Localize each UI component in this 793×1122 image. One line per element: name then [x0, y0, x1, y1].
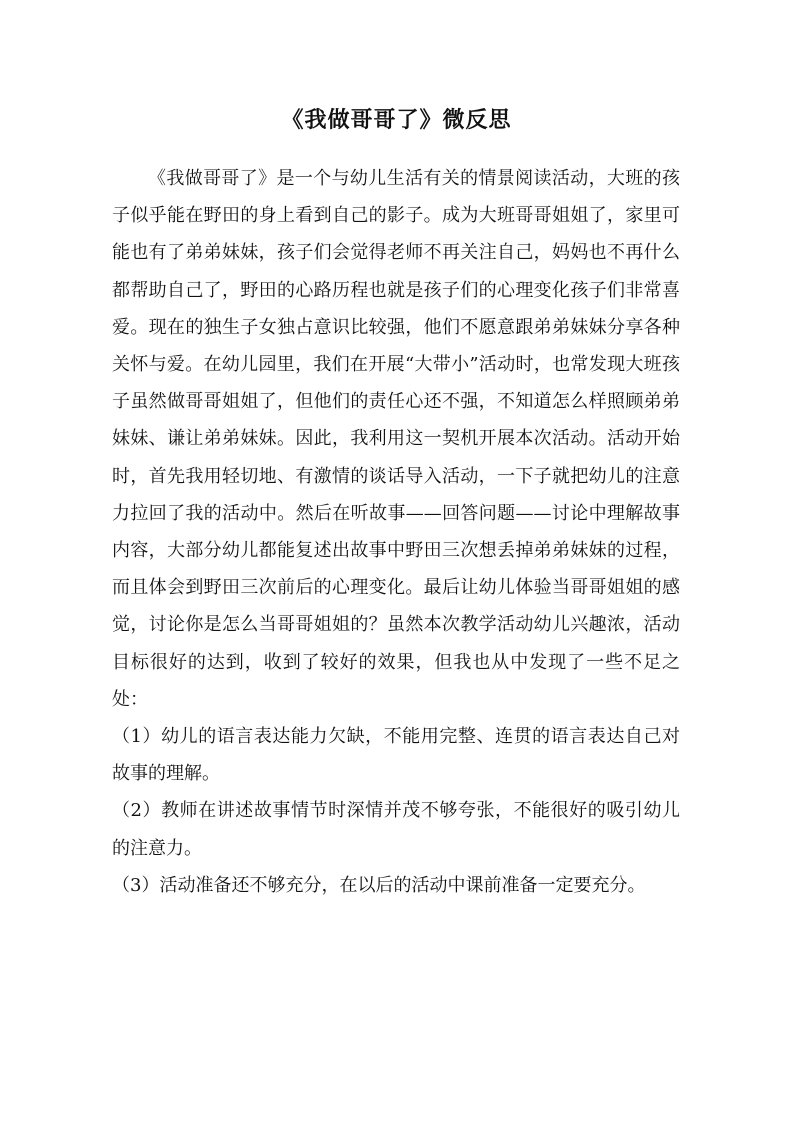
document-body [112, 160, 680, 904]
reflection-item-3: （3）活动准备还不够充分，在以后的活动中课前准备一定要充分。 [112, 874, 646, 896]
body-paragraph: 《我做哥哥了》是一个与幼儿生活有关的情景阅读活动，大班的孩子似乎能在野田的身上看到自己的影子。成为大班哥哥姐姐了，家里可能也有了弟弟妹妹，孩子们会觉得老师不再关注自己，妈妈也不再什么都帮助自己了，野田的心路历程也就是孩子们的心理变化孩子们非常喜爱。现在的独生子女独占意识比较强，他们不愿意跟弟弟妹妹分享各种关怀与爱。在幼儿园里，我们在开展“大带小”活动时，也常发现大班孩子虽然做哥哥姐姐了，但他们的责任心还不强，不知道怎么样照顾弟弟妹妹、谦让弟弟妹妹。因此，我利用这一契机开展本次活动。活动开始时，首先我用轻切地、有激情的谈话导入活动，一下子就把幼儿的注意力拉回了我的活动中。然后在听故事——回答问题——讨论中理解故事内容，大部分幼儿都能复述出故事中野田三次想丢掉弟弟妹妹的过程，而且体会到野田三次前后的心理变化。最后让幼儿体验当哥哥姐姐的感觉，讨论你是怎么当哥哥姐姐的？虽然本次教学活动幼儿兴趣浓，活动目标很好的达到，收到了较好的效果，但我也从中发现了一些不足之处： [112, 168, 680, 710]
document-title: 《我做哥哥了》微反思 [281, 108, 512, 133]
reflection-item-2: （2）教师在讲述故事情节时深情并茂不够夸张，不能很好的吸引幼儿的注意力。 [112, 800, 680, 859]
reflection-item-1: （1）幼儿的语言表达能力欠缺，不能用完整、连贯的语言表达自己对故事的理解。 [112, 726, 680, 785]
